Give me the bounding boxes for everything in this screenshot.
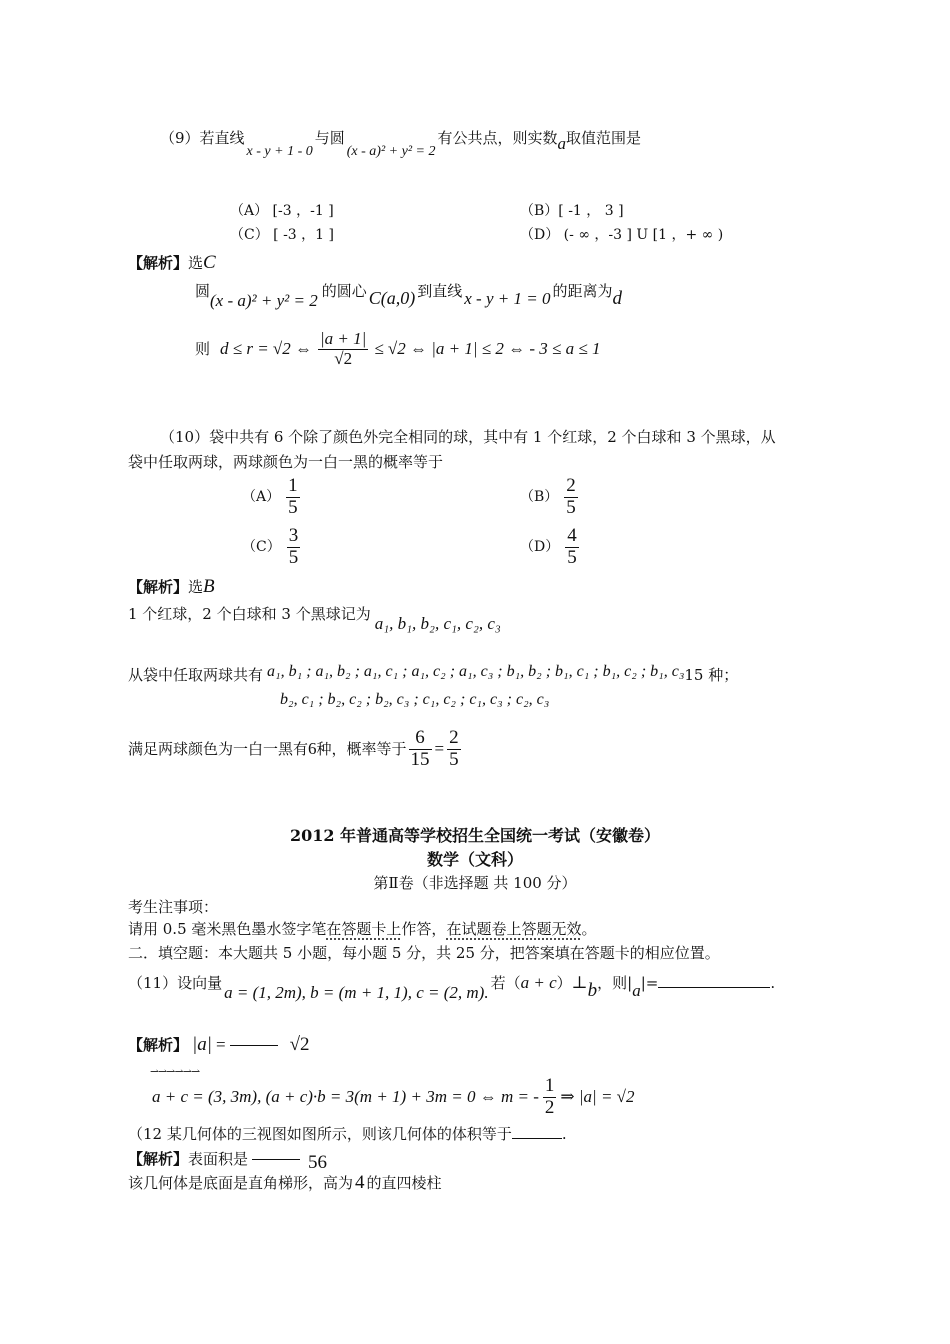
q11-perp: ⊥: [571, 973, 588, 992]
q9-step1-d: d: [612, 288, 622, 309]
q10-option-fraction: [286, 476, 300, 519]
q9-step2-num: |a + 1|: [320, 329, 367, 348]
q12-description: [128, 1172, 442, 1195]
q11-half: [543, 1076, 557, 1119]
analysis-choice: 选: [188, 254, 204, 272]
q10-answer: B: [203, 576, 215, 597]
q10-option-fraction: [565, 526, 579, 569]
q9-option-d: （D） (- ∞ ，-3 ] U [1 ，+ ∞ ): [520, 227, 724, 243]
q10-option-fraction: [287, 526, 301, 569]
frac-num: 3: [288, 525, 299, 546]
notice-part-d: 在试题卷上答题无效: [446, 920, 582, 938]
q11-stem: [128, 972, 776, 1002]
q9-step1: [195, 280, 622, 310]
q10-text-line1: （10）袋中共有 6 个除了颜色外完全相同的球，其中有 1 个红球，2 个白球和 3 个黑球，从: [160, 428, 776, 446]
notice-part-b: 在答题卡上: [326, 920, 402, 938]
q10-option-label: （B）: [520, 488, 559, 505]
q12-desc-b: 的直四棱柱: [366, 1174, 442, 1192]
q10-line2-text: 从袋中任取两球共有: [128, 666, 264, 684]
q10-option-fraction: [564, 476, 578, 519]
q10-line2-tail: 15 种；: [684, 666, 739, 684]
q11-b: b: [587, 980, 598, 1001]
q11-step: [152, 1076, 635, 1119]
q10-option-d: [520, 526, 579, 569]
q10-line1-text: 1 个红球，2 个白球和 3 个黑球记为: [128, 605, 371, 623]
notice-part-e: 。: [581, 920, 597, 938]
q10-option-b: [520, 476, 578, 519]
analysis-label: 【解析】: [128, 578, 189, 596]
q10-line4-num: 6: [308, 739, 317, 759]
q11-ans-abs: |a|: [192, 1034, 212, 1055]
q11-abs-close: |=: [640, 974, 659, 992]
q10-option-label: （C）: [242, 538, 281, 555]
frac-den: 2: [544, 1096, 555, 1118]
q9-step1-circle: (x - a)² + y² = 2: [210, 291, 318, 310]
analysis-label: 【解析】: [128, 1150, 189, 1169]
q11-number: （11）设向量: [128, 974, 223, 992]
analysis-label: 【解析】: [128, 1036, 189, 1055]
q9-step1-mid: 的圆心: [321, 282, 367, 300]
q9-option-a: （A） [-3 ，-1 ]: [230, 203, 334, 219]
frac-den: 5: [288, 496, 298, 518]
q12-desc-num: 4: [355, 1172, 365, 1193]
q11-close: ）: [556, 974, 572, 992]
q9-step2: [220, 330, 600, 368]
q10-line3-math: b₂, c₁ ; b₂, c₂ ; b₂, c₃ ; c₁, c₂ ; c₁, c₃ ; c₂, c₃: [280, 691, 550, 708]
q9-step2-fraction: [318, 330, 368, 368]
q9-step2-left: d ≤ r = √2 ⇔: [220, 338, 312, 358]
q10-analysis: [128, 576, 215, 599]
q10-option-a: [242, 476, 300, 519]
frac-den: 15: [410, 748, 430, 770]
fill-intro: 二．填空题：本大题共 5 小题，每小题 5 分，共 25 分，把答案填在答题卡的相应位置。: [128, 944, 720, 962]
q9-step1-mid2: 到直线: [417, 282, 463, 300]
q12-dot: .: [561, 1125, 567, 1143]
q10-line4: [128, 728, 461, 771]
q12-analysis-text: 表面积是: [188, 1150, 249, 1169]
q9-step2-den: √2: [334, 348, 353, 368]
q9-number: （9）若直线: [160, 129, 245, 147]
q9-step1-line: x - y + 1 = 0: [464, 289, 551, 308]
q11-vectors: a = (1, 2m), b = (m + 1, 1), c = (2, m).: [224, 983, 489, 1002]
exam-title: 2012 年普通高等学校招生全国统一考试（安徽卷）: [289, 826, 661, 845]
q11-answer-line: [230, 1044, 278, 1046]
notice-part-c: 作答，: [401, 920, 447, 938]
q12-answer-blank: [512, 1124, 562, 1139]
q9-answer: C: [203, 252, 216, 273]
frac-den: 5: [566, 496, 576, 518]
analysis-choice: 选: [188, 578, 204, 596]
q10-frac1: [409, 728, 432, 771]
q10-equals: =: [434, 739, 445, 759]
q12-stem: [128, 1124, 567, 1143]
q9-analysis: [128, 252, 216, 275]
frac-num: 2: [566, 475, 576, 496]
q12-analysis: [128, 1148, 327, 1171]
frac-num: 4: [567, 525, 577, 546]
q9-var-a: a: [557, 134, 566, 153]
q11-step-tail: ⇒ |a| = √2: [560, 1087, 635, 1107]
q10-option-c: [242, 526, 300, 569]
exam-subtitle: 数学（文科）: [426, 850, 523, 869]
q10-option-label: （A）: [242, 488, 281, 505]
q10-line1-math: a₁, b₁, b₂, c₁, c₂, c₃: [374, 614, 501, 633]
frac-num: 2: [449, 727, 459, 748]
notice-text: [128, 920, 596, 938]
q11-analysis: [128, 1034, 310, 1057]
q11-ans-val: √2: [289, 1034, 310, 1055]
q10-line4-mid: 种，概率等于: [316, 740, 407, 759]
q10-option-label: （D）: [520, 538, 560, 555]
frac-num: 1: [544, 1075, 555, 1096]
q10-line4-text: 满足两球颜色为一白一黑有: [128, 740, 309, 759]
notice-part-a: 请用 0.5 毫米黑色墨水签字笔: [128, 920, 327, 938]
frac-den: 5: [288, 546, 299, 568]
q10-frac2: [447, 728, 461, 771]
q11-step-text: a + c = (3, 3m), (a + c)·b = 3(m + 1) + 3m = 0 ⇔ m = -: [152, 1087, 539, 1107]
q12-answer-line: [252, 1158, 300, 1160]
q10-text-line2: 袋中任取两球，两球颜色为一白一黑的概率等于: [128, 453, 444, 471]
q9-tail-text: 有公共点，则实数: [437, 129, 558, 147]
q9-option-c: （C） [ -3 ，1 ]: [230, 227, 334, 243]
q11-answer-blank: [658, 973, 770, 988]
q11-cond: a + c: [520, 973, 557, 992]
q11-then: ，则|: [597, 974, 633, 992]
q9-circle-equation: (x - a)² + y² = 2: [346, 144, 436, 159]
exam-part: 第Ⅱ卷（非选择题 共 100 分）: [373, 874, 577, 892]
q12-answer: 56: [308, 1152, 328, 1173]
q9-step2-right: ≤ √2 ⇔ |a + 1| ≤ 2 ⇔ - 3 ≤ a ≤ 1: [374, 338, 601, 358]
q10-line2: [128, 663, 739, 685]
q9-stem: [160, 128, 641, 159]
analysis-label: 【解析】: [128, 254, 189, 272]
q12-desc-a: 该几何体是底面是直角梯形，高为: [128, 1174, 354, 1192]
frac-num: 6: [409, 728, 432, 750]
q9-step1-center: C(a,0): [368, 288, 416, 308]
q9-line-equation: x - y + 1 - 0: [246, 144, 313, 159]
q9-step2-prefix: 则: [195, 340, 211, 358]
frac-den: 5: [567, 546, 577, 568]
q9-step1-prefix: 圆: [195, 282, 211, 300]
frac-num: 1: [288, 475, 298, 496]
q12-text: （12 某几何体的三视图如图所示，则该几何体的体积等于: [128, 1125, 512, 1143]
q11-if: 若（: [490, 974, 521, 992]
notice-label: 考生注事项：: [128, 898, 219, 916]
q11-a: a: [632, 981, 641, 1000]
frac-den: 5: [449, 748, 459, 770]
q9-option-b: （B）[ -1 ， 3 ]: [520, 203, 624, 219]
q9-step1-tail: 的距离为: [552, 282, 613, 300]
q11-vector-arrows: ⇀⇀⇀⇀⇀⇀: [150, 1066, 200, 1078]
q9-mid-text: 与圆: [314, 129, 345, 147]
q10-line1: [128, 604, 501, 633]
q9-tail-text2: 取值范围是: [565, 129, 641, 147]
q11-dot: .: [770, 974, 776, 992]
q10-line2-math: a₁, b₁ ; a₁, b₂ ; a₁, c₁ ; a₁, c₂ ; a₁, c₃ ; b₁, b₂ ; b₁, c₁ ; b₁, c₂ ; b₁, c₃: [267, 663, 685, 680]
q11-ans-eq: =: [215, 1035, 226, 1055]
